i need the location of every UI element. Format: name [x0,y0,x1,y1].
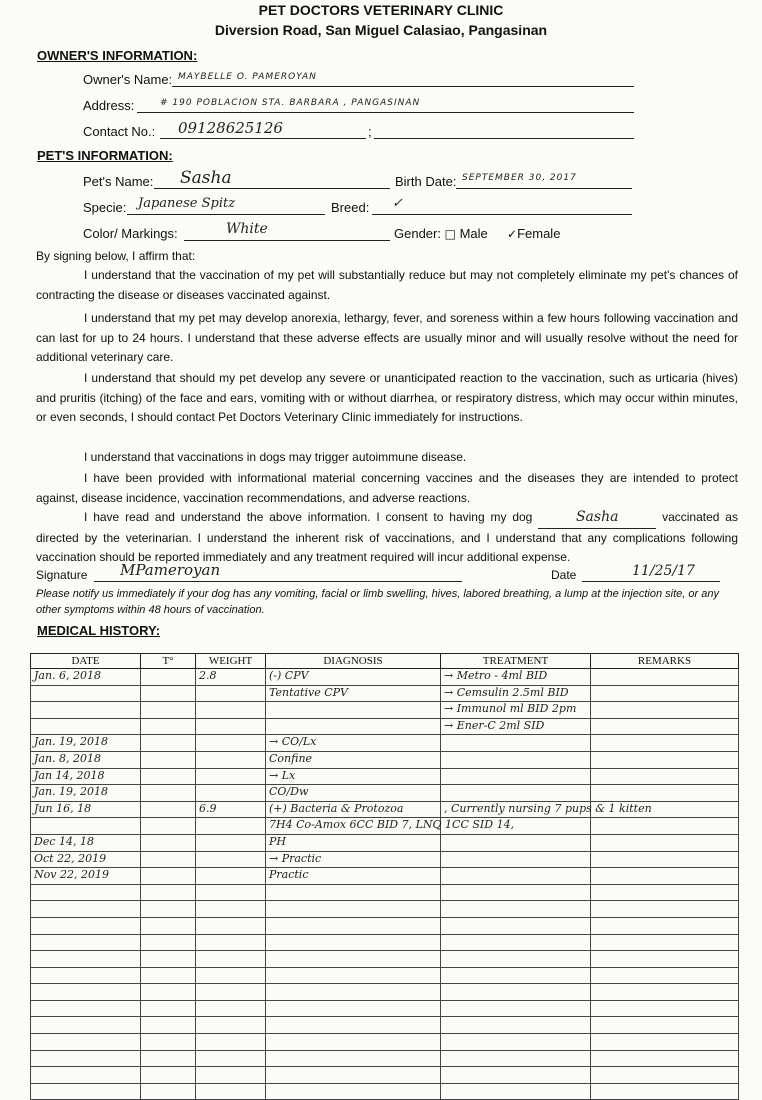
table-cell-date[interactable] [31,851,141,868]
table-cell-diagnosis[interactable] [266,718,441,735]
table-cell-temp[interactable] [141,785,196,802]
pet-heading: PET'S INFORMATION: [37,148,173,163]
date-value: Oct 22, 2019 [34,851,107,865]
table-cell-remarks[interactable] [591,1000,739,1017]
female-option-label: Female [517,226,561,241]
table-cell-temp[interactable] [141,901,196,918]
table-cell-remarks[interactable] [591,967,739,984]
diagnosis-value: Confine [269,751,313,765]
table-cell-temp[interactable] [141,669,196,686]
column-header-temp: T° [141,654,196,669]
table-cell-treatment[interactable] [441,1034,591,1051]
table-cell-temp[interactable] [141,1000,196,1017]
table-cell-remarks[interactable] [591,951,739,968]
diagnosis-value: → CO/Lx [269,735,317,749]
table-cell-temp[interactable] [141,685,196,702]
table-row [31,818,739,835]
table-cell-date[interactable] [31,1050,141,1067]
table-row [31,685,739,702]
table-cell-treatment[interactable] [441,785,591,802]
table-cell-weight[interactable] [196,851,266,868]
color-label: Color/ Markings: [83,226,178,241]
table-cell-diagnosis[interactable] [266,818,515,835]
table-cell-diagnosis[interactable] [266,735,441,752]
contact-line-2 [374,138,634,139]
table-cell-temp[interactable] [141,768,196,785]
column-header-date: DATE [31,654,141,669]
table-cell-temp[interactable] [141,967,196,984]
table-cell-date[interactable] [31,1017,141,1034]
table-cell-weight[interactable] [196,1034,266,1051]
treatment-value: → Ener-C 2ml SID [444,718,545,732]
table-cell-weight[interactable] [196,884,266,901]
address-label: Address: [83,98,135,113]
treatment-value: → Metro - 4ml BID [444,669,548,682]
table-cell-date[interactable] [31,751,141,768]
color-value[interactable]: White [226,221,268,237]
table-cell-treatment[interactable] [441,1083,591,1100]
contact-line [160,138,366,139]
date-value: Jun 16, 18 [34,801,92,815]
table-cell-temp[interactable] [141,801,196,818]
table-cell-diagnosis[interactable] [266,868,441,885]
diagnosis-value: → Practic [269,851,322,865]
table-header-row [31,654,739,669]
dog-name-blank[interactable] [538,508,656,529]
table-cell-date[interactable] [31,685,141,702]
table-cell-treatment[interactable] [441,967,591,984]
color-line [184,240,390,241]
table-cell-temp[interactable] [141,1083,196,1100]
treatment-value: , Currently nursing 7 pups & 1 kitten [444,801,652,815]
table-row [31,751,739,768]
table-cell-diagnosis[interactable] [266,751,441,768]
table-cell-remarks[interactable] [591,1067,739,1084]
table-cell-diagnosis[interactable] [266,1050,441,1067]
table-cell-treatment[interactable] [441,801,652,818]
table-cell-weight[interactable] [196,901,266,918]
table-cell-treatment[interactable] [441,934,591,951]
table-cell-weight[interactable] [196,669,266,686]
contact-separator: ; [368,124,372,139]
table-cell-remarks[interactable] [591,735,739,752]
table-cell-date[interactable] [31,951,141,968]
table-cell-diagnosis[interactable] [266,1067,441,1084]
birth-date-value[interactable]: SEPTEMBER 30, 2017 [462,173,577,183]
table-cell-remarks[interactable] [591,868,739,885]
table-cell-remarks[interactable] [591,1083,739,1100]
table-cell-diagnosis[interactable] [266,851,441,868]
table-cell-temp[interactable] [141,818,196,835]
diagnosis-value: → Lx [269,768,296,782]
table-cell-diagnosis[interactable] [266,1083,441,1100]
date-value: Jan. 19, 2018 [34,785,109,799]
table-cell-diagnosis[interactable] [266,801,441,818]
table-row [31,934,739,951]
table-cell-weight[interactable] [196,1000,266,1017]
signature-line [94,581,462,582]
table-cell-remarks[interactable] [591,818,739,835]
table-cell-date[interactable] [31,818,141,835]
table-cell-treatment[interactable] [441,751,591,768]
table-cell-date[interactable] [31,768,141,785]
table-row [31,1067,739,1084]
table-cell-temp[interactable] [141,751,196,768]
table-row [31,1017,739,1034]
table-cell-treatment[interactable] [441,1067,591,1084]
table-cell-weight[interactable] [196,718,266,735]
diagnosis-value: CO/Dw [269,785,309,799]
table-cell-diagnosis[interactable] [266,934,441,951]
table-cell-treatment[interactable] [441,669,591,686]
table-cell-treatment[interactable] [441,834,591,851]
table-cell-treatment[interactable] [441,917,591,934]
table-cell-remarks[interactable] [591,768,739,785]
dog-name-value: Sasha [575,509,619,525]
table-cell-treatment[interactable] [441,1000,591,1017]
medical-history-table [30,653,739,1100]
table-cell-date[interactable] [31,901,141,918]
table-cell-date[interactable] [31,1067,141,1084]
specie-line [127,214,325,215]
table-cell-weight[interactable] [196,1067,266,1084]
specie-value[interactable]: Japanese Spitz [138,196,236,211]
date-value: Jan. 6, 2018 [34,669,102,682]
weight-value: 6.9 [199,801,217,815]
signature-value[interactable]: MPameroyan [120,561,221,579]
table-cell-remarks[interactable] [591,884,739,901]
owner-name-label: Owner's Name: [83,72,173,87]
table-cell-weight[interactable] [196,984,266,1001]
consent-paragraph-4 [36,448,738,468]
table-cell-remarks[interactable] [591,934,739,951]
owner-name-line [172,86,634,87]
consent-text-6b: vaccinated as directed by the veterinarian. I understand the inherent risk of vaccinations, and I understand that any complications following vaccination should be reported immediately and any treatment required will incur additional expense. [36,510,738,565]
table-cell-temp[interactable] [141,1017,196,1034]
table-row [31,984,739,1001]
column-header-remarks: REMARKS [591,654,739,669]
table-row [31,1034,739,1051]
contact-label: Contact No.: [83,124,156,139]
table-cell-date[interactable] [31,669,141,686]
table-cell-date[interactable] [31,934,141,951]
table-cell-treatment[interactable] [441,718,591,735]
gender-label [394,226,560,241]
table-cell-temp[interactable] [141,1050,196,1067]
table-row [31,1000,739,1017]
weight-value: 2.8 [199,669,217,682]
consent-paragraph-5 [36,469,738,508]
pet-name-value[interactable]: Sasha [180,168,232,188]
table-row [31,785,739,802]
table-row [31,967,739,984]
table-cell-weight[interactable] [196,735,266,752]
table-cell-date[interactable] [31,917,141,934]
date-value: Jan 14, 2018 [34,768,105,782]
table-cell-date[interactable] [31,1083,141,1100]
table-cell-temp[interactable] [141,917,196,934]
table-cell-treatment[interactable] [441,884,591,901]
table-cell-remarks[interactable] [591,851,739,868]
table-cell-temp[interactable] [141,718,196,735]
table-cell-treatment[interactable] [441,901,591,918]
table-cell-remarks[interactable] [591,1017,739,1034]
table-cell-remarks[interactable] [591,901,739,918]
table-cell-remarks[interactable] [591,685,739,702]
signature-label: Signature [36,568,88,582]
table-cell-diagnosis[interactable] [266,1034,441,1051]
table-cell-temp[interactable] [141,834,196,851]
table-cell-treatment[interactable] [441,1017,591,1034]
column-header-diagnosis: DIAGNOSIS [266,654,441,669]
table-cell-weight[interactable] [196,751,266,768]
male-option-label: Male [459,226,488,241]
table-cell-remarks[interactable] [591,801,739,818]
date-line [582,581,720,582]
notice-text: Please notify us immediately if your dog has any vomiting, facial or limb swelling, hives, labored breathing, a lump at the injection site, or any other symptoms within 48 hours of vaccination. [36,588,719,616]
birth-date-label: Birth Date: [395,174,457,189]
owner-name-value[interactable]: MAYBELLE O. PAMEROYAN [178,72,317,82]
table-row [31,702,739,719]
consent-text-6a: I have read and understand the above information. I consent to having my dog [84,510,533,524]
table-row [31,868,739,885]
table-cell-treatment[interactable] [441,685,591,702]
table-cell-remarks[interactable] [591,834,739,851]
table-cell-treatment[interactable] [441,702,591,719]
table-cell-treatment[interactable] [441,851,591,868]
owner-heading: OWNER'S INFORMATION: [37,48,198,63]
table-cell-weight[interactable] [196,1050,266,1067]
table-row [31,1083,739,1100]
table-row [31,851,739,868]
treatment-value: → Immunol ml BID 2pm [444,702,577,716]
table-cell-treatment[interactable] [441,735,591,752]
table-cell-remarks[interactable] [591,1034,739,1051]
table-cell-remarks[interactable] [591,751,739,768]
table-cell-date[interactable] [31,702,141,719]
consent-paragraph-6 [36,508,738,568]
diagnosis-value: Tentative CPV [269,685,348,699]
breed-label: Breed: [331,200,370,215]
table-cell-weight[interactable] [196,702,266,719]
table-cell-weight[interactable] [196,951,266,968]
table-cell-weight[interactable] [196,801,266,818]
table-cell-diagnosis[interactable] [266,669,441,686]
table-cell-treatment[interactable] [441,1050,591,1067]
address-value[interactable]: # 190 POBLACION STA. BARBARA , PANGASINAN [160,98,421,108]
date-value: Nov 22, 2019 [34,868,109,882]
table-cell-treatment[interactable] [441,984,591,1001]
table-cell-treatment[interactable] [441,818,591,835]
table-cell-diagnosis[interactable] [266,984,441,1001]
table-row [31,669,739,686]
diagnosis-value: 7H4 Co-Amox 6CC BID 7, LNQ 1CC SID 14, [269,818,515,832]
consent-text-1: I understand that the vaccination of my pet will substantially reduce but may not completely eliminate my pet's chances of contracting the disease or diseases vaccinated against. [36,268,738,302]
table-cell-remarks[interactable] [591,917,739,934]
date-value: Dec 14, 18 [34,834,94,848]
table-row [31,1050,739,1067]
table-cell-remarks[interactable] [591,785,739,802]
table-cell-date[interactable] [31,785,141,802]
table-cell-diagnosis[interactable] [266,917,441,934]
table-cell-temp[interactable] [141,951,196,968]
table-cell-remarks[interactable] [591,718,739,735]
table-cell-date[interactable] [31,801,141,818]
table-cell-diagnosis[interactable] [266,702,441,719]
consent-intro: By signing below, I affirm that: [36,249,196,263]
contact-value[interactable]: 09128625126 [178,119,283,137]
table-cell-date[interactable] [31,735,141,752]
address-line [137,112,634,113]
clinic-address: Diversion Road, San Miguel Calasiao, Pangasinan [214,22,548,38]
consent-text-2: I understand that my pet may develop anorexia, lethargy, fever, and soreness within a few hours following vaccination and can last for up to 24 hours. I understand that these adverse effects are usually minor and will usually resolve without the need for additional veterinary care. [36,311,738,365]
column-header-weight: WEIGHT [196,654,266,669]
table-cell-date[interactable] [31,834,141,851]
table-row [31,884,739,901]
table-cell-diagnosis[interactable] [266,685,441,702]
table-cell-date[interactable] [31,884,141,901]
table-cell-weight[interactable] [196,934,266,951]
table-cell-weight[interactable] [196,1083,266,1100]
table-row [31,951,739,968]
table-cell-weight[interactable] [196,834,266,851]
diagnosis-value: (+) Bacteria & Protozoa [269,801,404,815]
consent-text-3: I understand that should my pet develop any severe or unanticipated reaction to the vaccination, such as urticaria (hives) and pruritis (itching) of the face and ears, vomiting with or without diarrhea, or respiratory distress, which may occur within minutes, or even seconds, I should contact Pet Doctors Veterinary Clinic immediately for instructions. [36,371,738,425]
table-cell-temp[interactable] [141,735,196,752]
table-cell-diagnosis[interactable] [266,1000,441,1017]
table-cell-date[interactable] [31,984,141,1001]
male-checkbox[interactable]: □ [444,227,456,241]
female-checkbox[interactable]: ✓ [507,227,518,241]
clinic-name: PET DOCTORS VETERINARY CLINIC [258,2,504,18]
table-cell-treatment[interactable] [441,868,591,885]
birth-date-line [456,188,632,189]
table-cell-temp[interactable] [141,984,196,1001]
table-row [31,901,739,918]
table-cell-weight[interactable] [196,868,266,885]
table-cell-temp[interactable] [141,702,196,719]
table-cell-diagnosis[interactable] [266,901,441,918]
table-cell-weight[interactable] [196,1017,266,1034]
date-value: Jan. 8, 2018 [34,751,102,765]
table-cell-diagnosis[interactable] [266,1017,441,1034]
treatment-value: → Cemsulin 2.5ml BID [444,685,569,699]
table-cell-diagnosis[interactable] [266,834,441,851]
table-row [31,834,739,851]
table-cell-weight[interactable] [196,768,266,785]
table-cell-diagnosis[interactable] [266,967,441,984]
table-row [31,917,739,934]
gender-label-text: Gender: [394,226,441,241]
table-cell-temp[interactable] [141,1067,196,1084]
table-cell-diagnosis[interactable] [266,785,441,802]
date-value: Jan. 19, 2018 [34,735,109,749]
table-cell-remarks[interactable] [591,669,739,686]
table-cell-temp[interactable] [141,851,196,868]
diagnosis-value: Practic [269,868,309,882]
diagnosis-value: PH [269,834,286,848]
specie-label: Specie: [83,200,127,215]
table-cell-temp[interactable] [141,934,196,951]
breed-value[interactable]: ✓ [392,196,403,211]
table-cell-date[interactable] [31,967,141,984]
date-label: Date [551,568,577,582]
consent-paragraph-3 [36,369,738,428]
table-cell-temp[interactable] [141,868,196,885]
column-header-treatment: TREATMENT [441,654,591,669]
pet-name-line [154,188,390,189]
table-cell-date[interactable] [31,718,141,735]
table-cell-temp[interactable] [141,884,196,901]
table-cell-temp[interactable] [141,1034,196,1051]
table-cell-remarks[interactable] [591,702,739,719]
table-cell-date[interactable] [31,1034,141,1051]
table-cell-date[interactable] [31,1000,141,1017]
pet-name-label: Pet's Name: [83,174,154,189]
table-cell-weight[interactable] [196,685,266,702]
breed-line [372,214,632,215]
table-cell-weight[interactable] [196,818,266,835]
diagnosis-value: (-) CPV [269,669,309,682]
table-row [31,735,739,752]
table-cell-weight[interactable] [196,785,266,802]
table-cell-weight[interactable] [196,967,266,984]
table-row [31,768,739,785]
consent-text-4: I understand that vaccinations in dogs may trigger autoimmune disease. [84,450,467,464]
table-cell-weight[interactable] [196,917,266,934]
consent-paragraph-1 [36,266,738,305]
date-value[interactable]: 11/25/17 [632,563,695,579]
table-cell-remarks[interactable] [591,1050,739,1067]
medical-heading: MEDICAL HISTORY: [37,623,161,638]
consent-text-5: I have been provided with informational material concerning vaccines and the diseases they are intended to protect against, disease incidence, vaccination recommendations, and adverse reactions. [36,471,738,505]
table-cell-treatment[interactable] [441,768,591,785]
table-row [31,801,739,818]
table-cell-remarks[interactable] [591,984,739,1001]
table-cell-diagnosis[interactable] [266,884,441,901]
consent-paragraph-2 [36,309,738,368]
table-cell-date[interactable] [31,868,141,885]
table-row [31,718,739,735]
table-cell-diagnosis[interactable] [266,768,441,785]
table-cell-diagnosis[interactable] [266,951,441,968]
table-cell-treatment[interactable] [441,951,591,968]
